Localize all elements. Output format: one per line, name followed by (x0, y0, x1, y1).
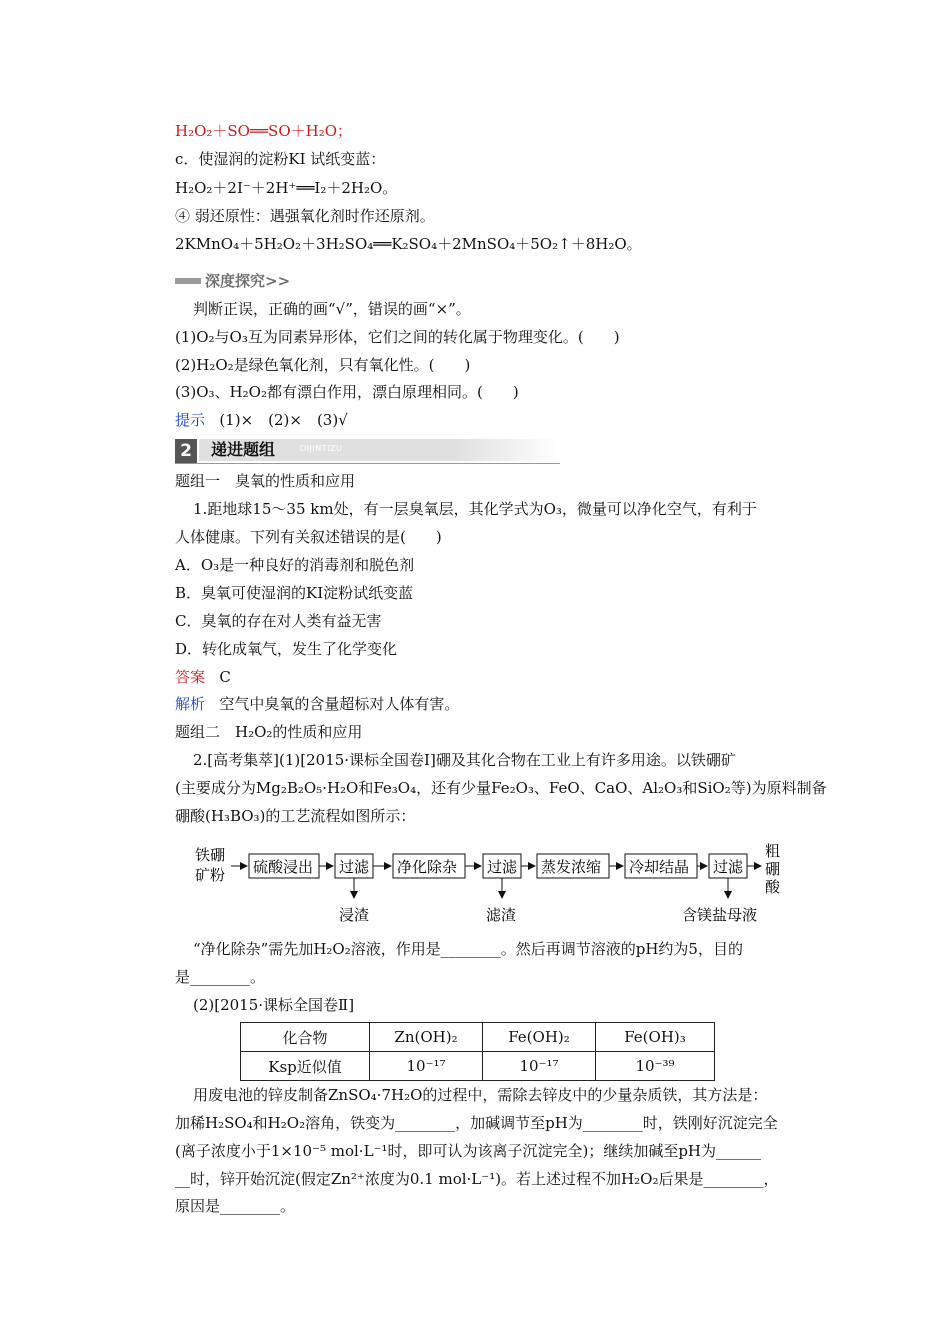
q1-option-a: A．O₃是一种良好的消毒剂和脱色剂 (175, 556, 415, 574)
flow-step-6: 冷却结晶 (629, 858, 690, 876)
reaction-line-2: H₂O₂＋2I⁻＋2H⁺══I₂＋2H₂O。 (175, 179, 398, 197)
q1-line-1: 1.距地球15～35 km处，有一层臭氧层，其化学式为O₃，微量可以净化空气，有利于 (193, 500, 757, 518)
table-row (241, 1052, 715, 1081)
q2-p5: 原因是________。 (175, 1197, 296, 1215)
answer-value: C (219, 668, 231, 686)
header-stripe (175, 278, 201, 284)
flow-step-4: 过滤 (487, 858, 518, 876)
flow-end-3: 酸 (765, 878, 781, 896)
hint-text: (1)× (2)× (3)√ (219, 411, 348, 429)
q1-line-2: 人体健康。下列有关叙述错误的是( ) (175, 528, 442, 546)
hint-label: 提示 (175, 411, 206, 429)
process-flow-diagram (195, 840, 795, 930)
judge-intro: 判断正误，正确的画“√”，错误的画“×”。 (193, 300, 471, 318)
q2-p1: 用废电池的锌皮制备ZnSO₄·7H₂O的过程中，需除去锌皮中的少量杂质铁，其方法是： (193, 1086, 768, 1104)
flow-end-2: 硼 (765, 860, 781, 878)
q2-p4: __时，锌开始沉淀(假定Zn²⁺浓度为0.1 mol·L⁻¹)。若上述过程不加H₂O₂后果是________， (175, 1170, 779, 1188)
table-row-label: Ksp近似值 (241, 1052, 370, 1081)
section-rule (175, 463, 560, 464)
analysis-text: 空气中臭氧的含量超标对人体有害。 (219, 695, 460, 713)
q1-option-c: C．臭氧的存在对人类有益无害 (175, 612, 382, 630)
table-header: Fe(OH)₃ (596, 1023, 715, 1052)
reaction-line-1: H₂O₂＋SO══SO＋H₂O； (175, 122, 353, 140)
judge-item-3: (3)O₃、H₂O₂都有漂白作用，漂白原理相同。( ) (175, 383, 519, 401)
ksp-table (240, 1022, 715, 1081)
flow-step-5: 蒸发浓缩 (541, 858, 602, 876)
flow-output-3: 含镁盐母液 (682, 906, 758, 924)
analysis-line (175, 694, 459, 714)
table-cell: 10⁻¹⁷ (370, 1052, 483, 1081)
q2-line-2: (主要成分为Mg₂B₂O₅·H₂O和Fe₃O₄，还有少量Fe₂O₃、FeO、CaO、Al₂O₃和SiO₂等)为原料制备 (175, 779, 827, 797)
judge-item-1: (1)O₂与O₃互为同素异形体，它们之间的转化属于物理变化。( ) (175, 328, 620, 346)
text-line-c: c．使湿润的淀粉KI 试纸变蓝： (175, 150, 386, 168)
q2-p2: 加稀H₂SO₄和H₂O₂溶角，铁变为________，加碱调节至pH为________时，铁刚好沉淀完全 (175, 1114, 778, 1132)
flow-output-1: 浸渣 (339, 906, 370, 924)
flow-output-2: 滤渣 (486, 906, 517, 924)
q2-after-1: “净化除杂”需先加H₂O₂溶液，作用是________。然后再调节溶液的pH约为5，目的 (193, 940, 743, 958)
flow-step-2: 过滤 (339, 858, 370, 876)
table-header: Fe(OH)₂ (483, 1023, 596, 1052)
q2-after-2: 是________。 (175, 968, 266, 986)
group2-title: 题组二 H₂O₂的性质和应用 (175, 723, 363, 741)
text-line-4: ④ 弱还原性：遇强氧化剂时作还原剂。 (175, 207, 435, 225)
flow-step-3: 净化除杂 (397, 858, 458, 876)
flow-end-1: 粗 (765, 842, 781, 860)
section-title: 递进题组 (211, 440, 276, 459)
q1-option-d: D．转化成氧气，发生了化学变化 (175, 640, 398, 658)
group1-title: 题组一 臭氧的性质和应用 (175, 472, 356, 490)
section-header-progressive (175, 439, 560, 465)
table-cell: 10⁻¹⁷ (483, 1052, 596, 1081)
reaction-line-3: 2KMnO₄＋5H₂O₂＋3H₂SO₄══K₂SO₄＋2MnSO₄＋5O₂↑＋8H₂O。 (175, 235, 642, 253)
section-number: 2 (175, 439, 197, 463)
q2-p3: (离子浓度小于1×10⁻⁵ mol·L⁻¹时，即可认为该离子沉淀完全)；继续加碱至pH为______ (175, 1142, 761, 1160)
q2-line-3: 硼酸(H₃BO₃)的工艺流程如图所示： (175, 807, 416, 825)
section-header-deep-title: 深度探究>> (205, 272, 291, 290)
section-subtitle: DIJINTIZU (300, 444, 343, 453)
table-row (241, 1023, 715, 1052)
flow-step-7: 过滤 (713, 858, 744, 876)
q1-option-b: B．臭氧可使湿润的KI淀粉试纸变蓝 (175, 584, 414, 602)
answer-line (175, 667, 231, 687)
table-cell: 10⁻³⁹ (596, 1052, 715, 1081)
hint-line (175, 410, 348, 430)
flow-start-top: 铁硼 (195, 846, 226, 864)
section-header-deep (175, 271, 295, 291)
table-header: 化合物 (241, 1023, 370, 1052)
judge-item-2: (2)H₂O₂是绿色氧化剂，只有氧化性。( ) (175, 356, 471, 374)
q2-part2: (2)[2015·课标全国卷Ⅱ] (193, 996, 355, 1014)
q2-line-1: 2.[高考集萃](1)[2015·课标全国卷Ⅰ]硼及其化合物在工业上有许多用途。以铁硼矿 (193, 751, 736, 769)
answer-label: 答案 (175, 668, 206, 686)
flow-step-1: 硫酸浸出 (253, 858, 314, 876)
table-header: Zn(OH)₂ (370, 1023, 483, 1052)
analysis-label: 解析 (175, 695, 206, 713)
flow-start-bottom: 矿粉 (195, 866, 226, 884)
